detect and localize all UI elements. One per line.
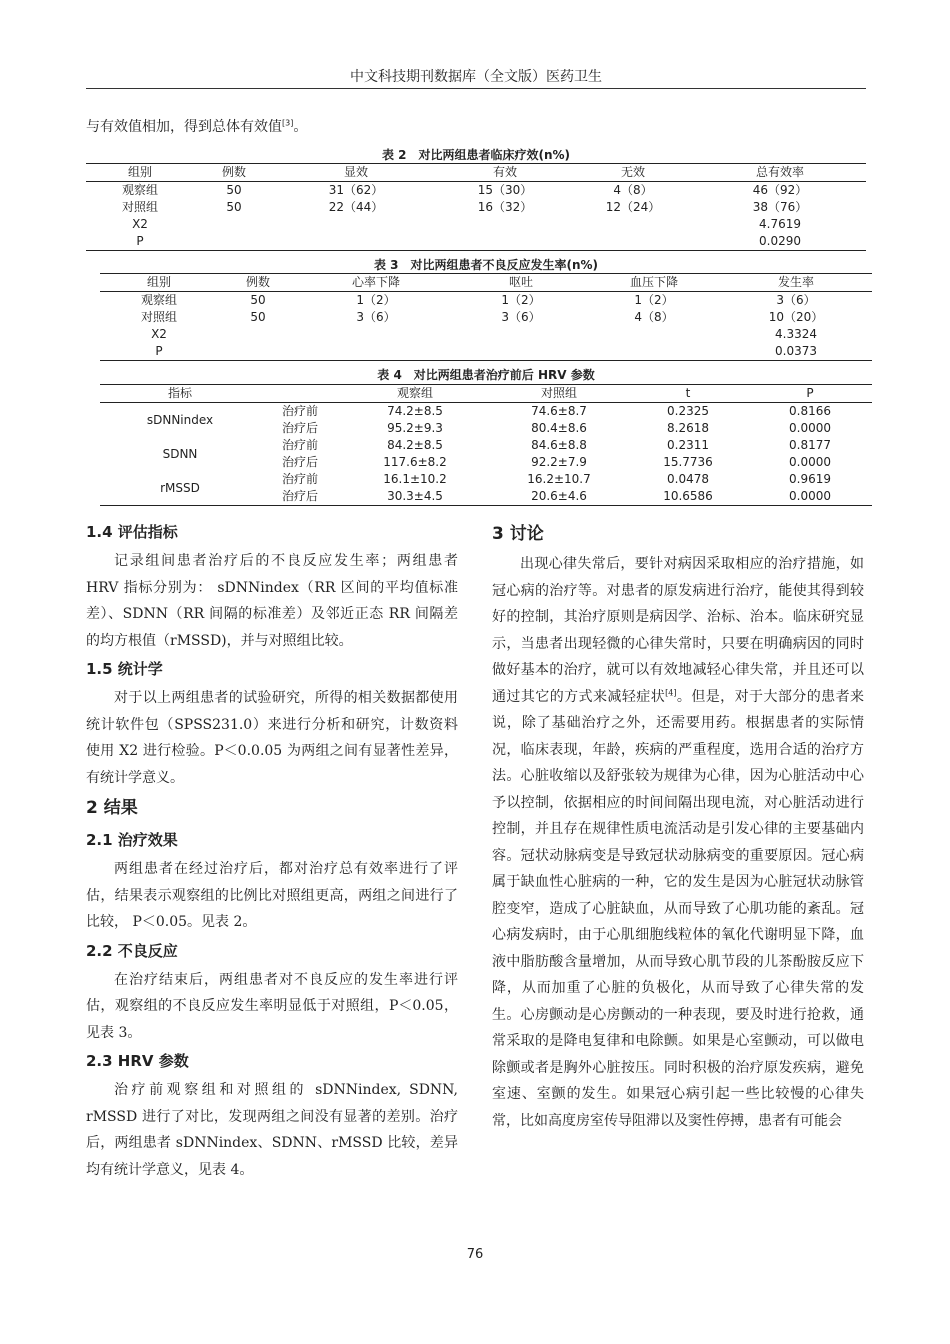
table-cell: 38（76） — [752, 200, 808, 214]
table-cell: 0.0290 — [759, 234, 801, 248]
column-header: 心率下降 — [298, 274, 454, 292]
paragraph: 在治疗结束后，两组患者对不良反应的发生率进行评估，观察组的不良反应发生率明显低于对照组，P＜0.05，见表 3。 — [86, 971, 458, 1041]
table-row — [86, 216, 866, 233]
paragraph-text: 出现心律失常后，要针对病因采取相应的治疗措施，如冠心病的治疗等。对患者的原发病进行治疗，能使其得到较好的控制，其治疗原则是病因学、治标、治本。临床研究显示，当患者出现轻微的心律失常时，只要在明确病因的同时做好基本的治疗，就可以有效地减轻心律失常，并且还可以通过其它的方式来减轻症状 — [492, 556, 864, 705]
table-cell: 对照组 — [121, 200, 158, 214]
column-header: 总有效率 — [694, 164, 866, 182]
table-cell: 50 — [226, 200, 242, 214]
metric-name: SDNN — [162, 446, 198, 461]
table-cell: 0.0000 — [789, 489, 831, 503]
table-cell: 95.2±9.3 — [387, 421, 443, 435]
table-cell: 16.1±10.2 — [383, 472, 447, 486]
table-row — [86, 199, 866, 216]
table-row — [100, 343, 872, 361]
right-column — [492, 517, 864, 1134]
table-cell: 治疗前 — [281, 404, 318, 418]
table-cell: 0.0000 — [789, 455, 831, 469]
table-row — [100, 437, 872, 454]
table2-caption: 表 2 对比两组患者临床疗效(n%) — [381, 148, 571, 162]
table-cell: P — [136, 234, 144, 248]
table-header-row — [100, 274, 872, 292]
table-cell: 0.0000 — [789, 421, 831, 435]
table-cell: 92.2±7.9 — [531, 455, 587, 469]
journal-header: 中文科技期刊数据库（全文版）医药卫生 — [86, 66, 866, 89]
table-cell: 74.2±8.5 — [387, 404, 443, 418]
paragraph: 记录组间患者治疗后的不良反应发生率；两组患者 HRV 指标分别为： sDNNindex（RR 区间的平均值标准差）、SDNN（RR 间隔的标准差）及邻近正态 RR 间隔差的均方根值（rMSSD)，并与对照组比较。 — [86, 553, 458, 649]
table-cell: 1（2） — [501, 293, 541, 307]
table-cell: P — [155, 344, 163, 358]
intro-ref: [3] — [282, 118, 294, 128]
table-cell: 4.3324 — [775, 327, 817, 341]
table-cell: 12（24） — [605, 200, 661, 214]
table-cell: 观察组 — [140, 293, 177, 307]
table-cell: 20.6±4.6 — [531, 489, 587, 503]
citation-ref: [4] — [665, 687, 677, 697]
table-cell: 30.3±4.5 — [387, 489, 443, 503]
column-header: 指标 — [100, 385, 260, 403]
table2 — [86, 163, 866, 251]
table-header-row — [100, 385, 872, 403]
table3-caption: 表 3 对比两组患者不良反应发生率(n%) — [373, 258, 599, 272]
table-cell: 治疗前 — [281, 438, 318, 452]
column-header: 例数 — [218, 274, 298, 292]
table-cell: 84.6±8.8 — [531, 438, 587, 452]
paragraph-text: 。但是，对于大部分的患者来说，除了基础治疗之外，还需要用药。根据患者的实际情况，临床表现，年龄，疾病的严重程度，选用合适的治疗方法。心脏收缩以及舒张较为规律为心律，因为心脏活动中心予以控制，依据相应的时间间隔出现电流，对心脏活动进行控制，并且存在规律性质电流活动是引发心律的主要基础内容。冠状动脉病变是导致冠状动脉病变的重要原因。冠心病属于缺血性心脏病的一种，它的发生是因为心脏冠状动脉管腔变窄，造成了心脏缺血，从而导致了心肌功能的紊乱。冠心病发病时，由于心肌细胞线粒体的氧化代谢明显下降，血液中脂肪酸含量增加，从而导致心肌节段的儿茶酚胺反应下降，从而加重了心脏的负极化，从而导致了心律失常的发生。心房颤动是心房颤动的一种表现，要及时进行抢救，通常采取的是降电复律和电除颤。如果是心室颤动，可以做电除颤或者是胸外心脏按压。同时积极的治疗原发疾病，避免室速、室颤的发生。如果冠心病引起一些比较慢的心律失常，比如高度房室传导阻滞以及窦性停搏，患者有可能会 — [492, 688, 865, 1129]
table-row — [100, 403, 872, 421]
column-header: 对照组 — [490, 385, 628, 403]
table-row — [86, 182, 866, 200]
column-header — [260, 385, 340, 403]
table-cell: 74.6±8.7 — [531, 404, 587, 418]
table-cell: 对照组 — [140, 310, 177, 324]
table-cell: 1（2） — [634, 293, 674, 307]
metric-name: rMSSD — [160, 480, 200, 495]
table-cell: 4.7619 — [759, 217, 801, 231]
table-row — [100, 309, 872, 326]
table-cell: 80.4±8.6 — [531, 421, 587, 435]
table-cell: 22（44） — [328, 200, 384, 214]
table-cell: 4（8） — [634, 310, 674, 324]
table-cell: 治疗前 — [281, 472, 318, 486]
table-cell: 3（6） — [776, 293, 816, 307]
table-cell: 3（6） — [356, 310, 396, 324]
paragraph: 两组患者在经过治疗后，都对治疗总有效率进行了评估，结果表示观察组的比例比对照组更高，两组之间进行了比较， P＜0.05。见表 2。 — [86, 861, 458, 930]
intro-line — [86, 116, 307, 136]
table-cell: 治疗后 — [281, 421, 318, 435]
table-cell: 3（6） — [501, 310, 541, 324]
table-cell: 16（32） — [477, 200, 533, 214]
table-header-row — [86, 164, 866, 182]
table-row — [100, 326, 872, 343]
table-cell: 16.2±10.7 — [527, 472, 591, 486]
table-cell: X2 — [132, 217, 148, 231]
table-cell: 10.6586 — [663, 489, 713, 503]
table3 — [100, 273, 872, 361]
paragraph — [492, 551, 864, 1134]
table-row — [86, 233, 866, 251]
page-number: 76 — [466, 1247, 484, 1262]
table-cell: 46（92） — [752, 183, 808, 197]
table-cell: 50 — [250, 310, 266, 324]
table-cell: 0.9619 — [789, 472, 831, 486]
intro-text: 与有效值相加，得到总体有效值 — [86, 119, 282, 135]
table4 — [100, 384, 872, 506]
column-header: 呕吐 — [454, 274, 588, 292]
intro-tail: 。 — [293, 119, 308, 135]
table-cell: 0.2311 — [667, 438, 709, 452]
table-cell: 治疗后 — [281, 455, 318, 469]
section-title: 2.2 不良反应 — [86, 941, 178, 960]
table-cell: X2 — [151, 327, 167, 341]
column-header: 无效 — [572, 164, 694, 182]
column-header: 组别 — [100, 274, 218, 292]
column-header: 血压下降 — [588, 274, 720, 292]
section-title: 1.5 统计学 — [86, 660, 163, 678]
column-header: P — [748, 385, 872, 403]
table-row — [100, 292, 872, 310]
table4-caption: 表 4 对比两组患者治疗前后 HRV 参数 — [377, 368, 595, 382]
column-header: 例数 — [194, 164, 274, 182]
table-cell: 15.7736 — [663, 455, 713, 469]
section-title: 2.3 HRV 参数 — [86, 1052, 189, 1070]
table-cell: 0.2325 — [667, 404, 709, 418]
table-cell: 0.0478 — [667, 472, 709, 486]
table-cell: 8.2618 — [667, 421, 709, 435]
table-cell: 0.0373 — [775, 344, 817, 358]
table-cell: 50 — [250, 293, 266, 307]
paragraph: 治疗前观察组和对照组的 sDNNindex, SDNN, rMSSD 进行了对比，发现两组之间没有显著的差别。治疗后，两组患者 sDNNindex、SDNN、rMSSD 比较，差异均有统计学意义，见表 4。 — [86, 1082, 458, 1178]
table-cell: 50 — [226, 183, 242, 197]
left-column — [86, 517, 458, 1183]
table-cell: 1（2） — [356, 293, 396, 307]
table-cell: 0.8177 — [789, 438, 831, 452]
metric-name: sDNNindex — [146, 412, 214, 427]
table-cell: 4（8） — [613, 183, 653, 197]
column-header: 观察组 — [340, 385, 490, 403]
column-header: 组别 — [86, 164, 194, 182]
table-cell: 31（62） — [328, 183, 384, 197]
table-row — [100, 471, 872, 488]
table-cell: 10（20） — [768, 310, 824, 324]
section-title: 2.1 治疗效果 — [86, 831, 178, 849]
table-cell: 84.2±8.5 — [387, 438, 443, 452]
column-header: 发生率 — [720, 274, 872, 292]
column-header: t — [628, 385, 748, 403]
table-cell: 观察组 — [121, 183, 158, 197]
table-cell: 117.6±8.2 — [383, 455, 447, 469]
paragraph: 对于以上两组患者的试验研究，所得的相关数据都使用统计软件包（SPSS231.0）来进行分析和研究，计数资料使用 X2 进行检验。P＜0.0.05 为两组之间有显著性差异，有统计学意义。 — [86, 690, 458, 786]
column-header: 有效 — [438, 164, 572, 182]
table-cell: 治疗后 — [281, 489, 318, 503]
section-title: 2 结果 — [86, 798, 138, 818]
table-cell: 0.8166 — [789, 404, 831, 418]
section-title: 3 讨论 — [492, 524, 544, 544]
column-header: 显效 — [274, 164, 438, 182]
table-cell: 15（30） — [477, 183, 533, 197]
section-title: 1.4 评估指标 — [86, 523, 178, 541]
